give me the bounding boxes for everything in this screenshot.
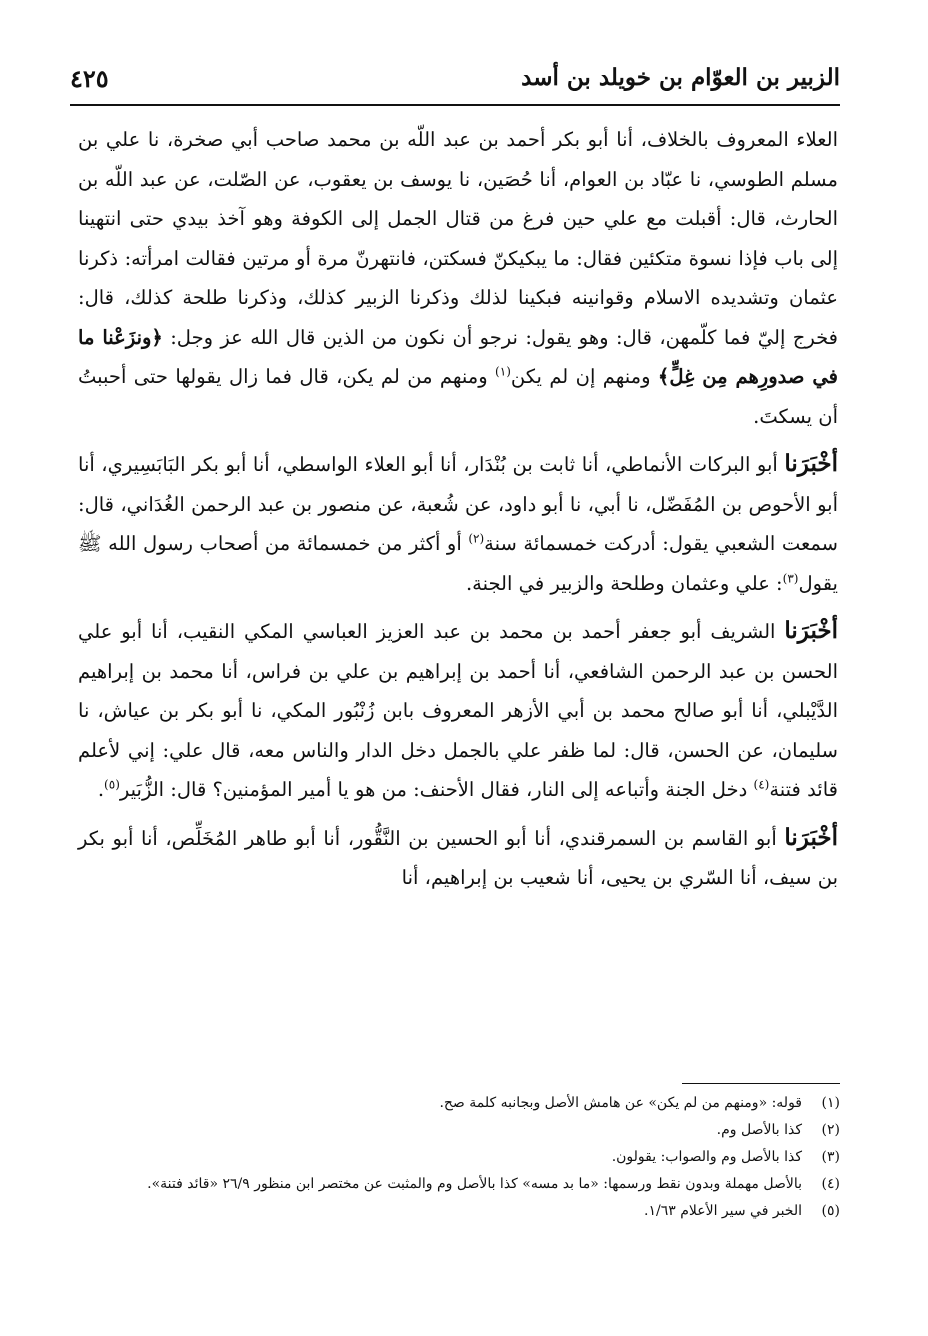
page-header: [70, 62, 840, 102]
paragraph-text: ومنهم إن لم يكن: [510, 365, 651, 388]
akhbarana-heading: أخْبَرَنا: [784, 450, 838, 477]
footnote-text: كذا بالأصل وم.: [716, 1122, 802, 1138]
footnote-2: [82, 1117, 840, 1144]
paragraph-text: أو أكثر من خمسمائة من أصحاب رسول الله ﷺ يقول: [78, 532, 838, 595]
paragraph-text: أبو البركات الأنماطي، أنا ثابت بن بُنْدَار، أنا أبو العلاء الواسطي، أنا أبو بكر البَابَسِيري، أنا أبو الأحوص بن المُفَضّل، نا أبي، نا أبو داود، عن شُعبة، عن منصور بن عبد الرحمن الغُدَاني، قال: سمعت الشعبي يقول: أدركت خمسمائة سنة: [78, 453, 838, 555]
footnote-number: (٢): [821, 1122, 840, 1138]
paragraph-text: دخل الجنة وأتباعه إلى النار، فقال الأحنف: من هو يا أمير المؤمنين؟ قال: الزُّبَير: [119, 778, 748, 801]
paragraph-1: [78, 120, 838, 436]
paragraph-text: أبو القاسم بن السمرقندي، أنا أبو الحسين بن النَّقُّور، أنا أبو طاهر المُخَلِّص، أنا أبو بكر بن سيف، أنا السّري بن يحيى، أنا شعيب بن إبراهيم، أنا: [78, 826, 838, 889]
footnote-ref-4: (٤): [753, 777, 770, 792]
footnote-text: كذا بالأصل وم والصواب: يقولون.: [611, 1149, 802, 1165]
footnote-number: (٤): [821, 1176, 840, 1192]
footnote-ref-2: (٢): [468, 531, 485, 546]
main-text: [78, 120, 838, 906]
footnotes: [82, 1090, 840, 1225]
header-rule: [70, 104, 840, 106]
page-number: ٤٢٥: [70, 64, 109, 93]
footnote-4: [82, 1171, 840, 1198]
paragraph-text: : علي وعثمان وطلحة والزبير في الجنة.: [465, 571, 783, 595]
footnote-ref-5: (٥): [104, 777, 120, 792]
paragraph-text: ومنهم من لم يكن، قال فما زال يقولها حتى أحببتُ أن يسكتَ.: [78, 365, 838, 428]
quran-verse: ﴿ونزَعْنا ما في صدورِهم مِن غِلٍّ﴾: [78, 325, 839, 388]
footnote-5: [82, 1198, 840, 1225]
footnote-number: (٥): [821, 1203, 840, 1219]
paragraph-3: [78, 611, 838, 810]
footnote-text: قوله: «ومنهم من لم يكن» عن هامش الأصل وبجانبه كلمة صح.: [439, 1095, 802, 1111]
footnote-ref-1: (١): [495, 364, 511, 379]
paragraph-text: العلاء المعروف بالخلاف، أنا أبو بكر أحمد بن عبد اللّه بن محمد صاحب أبي صخرة، نا علي بن مسلم الطوسي، نا عبّاد بن العوام، أنا حُصَين، نا يوسف بن يعقوب، عن الصّلت، عن عبد اللّه بن الحارث، قال: أقبلت مع علي حين فرغ من قتال الجمل إلى الكوفة وهو آخذ بيدي حتى انتهينا إلى باب فإذا نسوة متكئين فقال: ما يبكيكنّ فسكتن، فانتهرنّ مرة أو مرتين فقالت امرأته: ذكرنا عثمان وتشديده الاسلام وقوانينه فبكينا لذلك وذكرنا الزبير كذلك، وذكرنا طلحة كذلك، قال: فخرج إليّ فما كلّمهن، قال: وهو يقول: نرجو أن نكون من الذين قال الله عز وجل:: [78, 128, 838, 349]
footnote-text: بالأصل مهملة وبدون نقط ورسمها: «ما بد مسه» كذا بالأصل وم والمثبت عن مختصر ابن منظور ٢٦/٩ «قائد فتنة».: [147, 1176, 802, 1192]
running-title: الزبير بن العوّام بن خويلد بن أسد: [521, 64, 840, 91]
footnote-ref-3: (٣): [782, 571, 799, 585]
footnote-number: (٣): [821, 1149, 840, 1165]
paragraph-text: .: [97, 778, 105, 801]
footnote-number: (١): [821, 1095, 840, 1111]
footnote-text: الخبر في سير الأعلام ١/٦٣.: [644, 1203, 802, 1219]
paragraph-4: [78, 818, 838, 898]
footnote-1: [82, 1090, 840, 1117]
footnote-rule: [682, 1083, 840, 1084]
paragraph-text: الشريف أبو جعفر أحمد بن محمد بن عبد العزيز العباسي المكي النقيب، أنا أبو علي الحسن بن عبد الرحمن الشافعي، أنا أحمد بن إبراهيم بن علي بن فراس، أنا محمد بن إبراهيم الدَّيْبلي، أنا أبو صالح محمد بن أبي الأزهر المعروف بابن زُنْبُور المكي، نا أبو بكر بن عياش، نا سليمان، عن الحسن، قال: لما ظفر علي بالجمل دخل الدار والناس معه، قال علي: إني لأعلم قائد فتنة: [78, 620, 838, 801]
akhbarana-heading: أخْبَرَنا: [784, 617, 838, 644]
akhbarana-heading: أخْبَرَنا: [784, 823, 838, 851]
footnote-3: [82, 1144, 840, 1171]
paragraph-2: [78, 444, 838, 603]
